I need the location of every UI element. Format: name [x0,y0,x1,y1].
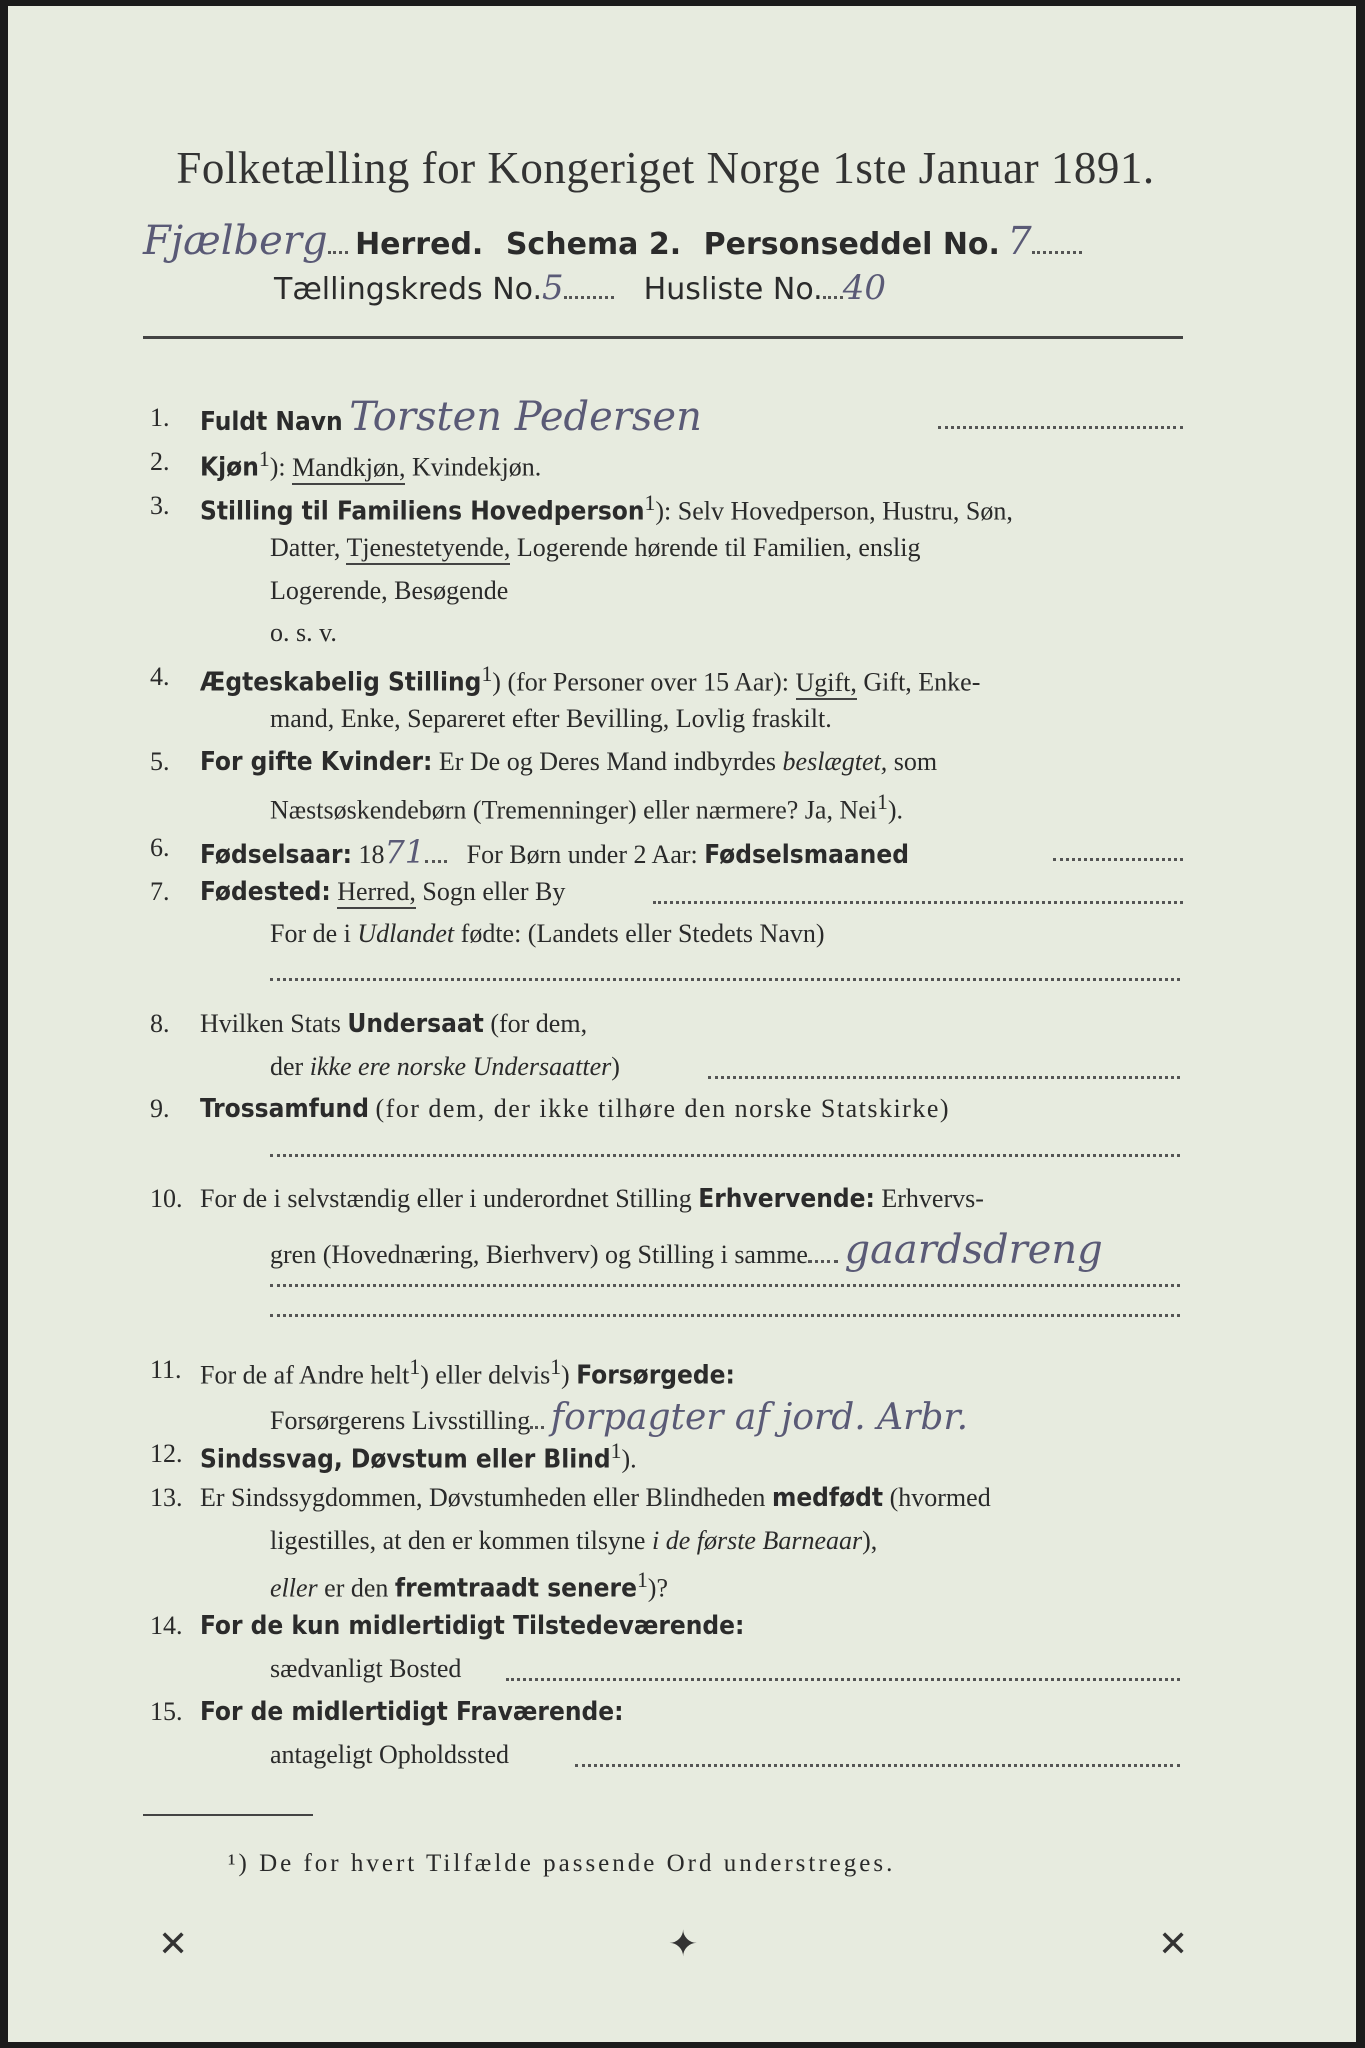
option-text: der [270,1052,304,1081]
personseddel-value: 7 [1007,219,1032,263]
option-text: ikke ere norske Undersaatter [309,1052,612,1081]
option-text: Sogn eller By [422,877,566,906]
item-3: Stilling til Familiens Hovedperson$^1$): Selv Hovedperson, Hustru, Søn, [200,491,1013,527]
item-number: 10. [150,1184,183,1213]
header-line-1 [143,218,1082,264]
option-text: Udlandet [357,919,455,948]
item-13 [200,1483,991,1513]
supporter-occupation-value: forpagter af jord. Arbr. [550,1397,969,1438]
congenital-label: medfødt [771,1483,884,1513]
item-4: Ægteskabelig Stilling$^1$) (for Personer over 15 Aar): Ugift, Gift, Enke- [200,662,981,698]
option-text: i de første Barneaar [651,1526,863,1555]
item-6 [200,833,909,871]
disability-label: Sindssvag, Døvstum eller Blind [200,1444,611,1475]
option-text: fødte: (Landets eller Stedets Navn) [460,919,825,948]
header-line-2 [274,268,886,308]
item-11-line-2 [270,1397,968,1438]
item-number: 2. [150,447,170,476]
option-text: eller [270,1573,318,1603]
position-label: Stilling til Familiens Hovedperson [200,496,645,527]
kreds-value: 5 [542,268,564,308]
item-8 [200,1009,587,1039]
option-text: (for Personer over 15 Aar): [507,667,790,697]
item-2: Kjøn$^1$): Mandkjøn, Kvindekjøn. [200,447,542,483]
registration-mark-icon: ✕ [158,1924,189,1965]
item-number: 3. [150,491,170,520]
option-text: ligestilles, at den er kommen tilsyne [270,1526,646,1555]
personseddel-label: Personseddel No. [703,227,1000,262]
option-text: Hvilken Stats [200,1009,341,1038]
option-text: Er Sindssygdommen, Døvstumheden eller Blindheden [200,1483,766,1512]
item-number: 4. [150,662,170,691]
item-12: Sindssvag, Døvstum eller Blind$^1$). [200,1439,637,1475]
dotted-line [938,426,1183,429]
option-text: Næstsøskendebørn (Tremenninger) eller nærmere? Ja, Nei [270,795,877,825]
option-text: som [893,747,938,776]
gender-female: Kvindekjøn. [411,452,542,482]
herred-label: Herred. [355,227,484,262]
footnote-ref: 1 [481,662,493,686]
position-selected: Tjenestetyende, [346,533,510,565]
header-divider [143,336,1183,339]
birthplace-selected: Herred, [337,877,416,909]
marital-selected: Ugift, [796,668,857,700]
birth-year-label: Fødselsaar: [200,840,352,870]
item-8-line-2: der ikke ere norske Undersaatter) [270,1052,620,1081]
religion-label: Trossamfund [200,1094,369,1124]
husliste-value: 40 [842,268,886,308]
dotted-line [270,1154,1180,1157]
item-5-line-2: Næstsøskendebørn (Tremenninger) eller nærmere? Ja, Nei$^1$). [270,790,903,825]
item-number: 7. [150,877,170,906]
birthplace-label: Fødested: [200,877,331,907]
option-text: For de af Andre helt [200,1360,410,1390]
item-number: 5. [150,747,170,776]
dotted-line [270,978,1180,981]
option-text: (for dem, [490,1009,588,1038]
gender-label: Kjøn [200,452,259,483]
husliste-label: Husliste No. [643,272,823,307]
temporary-absent-label: For de midlertidigt Fraværende: [200,1697,624,1727]
schema-label: Schema 2. [505,227,682,262]
dotted-line [270,1314,1180,1317]
option-text: For Børn under 2 Aar: [466,840,698,869]
footnote-divider [143,1814,313,1816]
occupation-label: Erhvervende: [698,1184,875,1214]
acquired-later-label: fremtraadt senere [394,1573,637,1604]
form-title: Folketælling for Kongeriget Norge 1ste Januar 1891. [176,143,1155,193]
supported-label: Forsørgede: [576,1360,735,1391]
item-15 [200,1697,623,1727]
option-text: er den [324,1573,389,1603]
item-number: 13. [150,1483,183,1512]
item-13-line-3: eller er den fremtraadt senere$^1$)? [270,1568,668,1604]
item-3-line-4: o. s. v. [270,618,337,647]
dotted-line [653,901,1183,904]
birth-year-prefix: 18 [358,840,385,869]
birth-year-value: 71 [384,833,426,871]
dotted-line [575,1764,1180,1767]
option-text: gren (Hovednæring, Bierhverv) og Stilling i samme [270,1240,808,1269]
option-text: Forsørgerens Livsstilling [270,1406,531,1435]
marital-label: Ægteskabelig Stilling [200,667,482,698]
position-options: Selv Hovedperson, Hustru, Søn, [677,496,1013,526]
item-11: For de af Andre helt$^1$) eller delvis$^1$) Forsørgede: [200,1355,735,1391]
option-text: For de i [270,919,351,948]
married-women-label: For gifte Kvinder: [200,747,433,777]
item-14 [200,1611,744,1641]
dotted-line [270,1284,1180,1287]
option-text: Gift, Enke- [863,667,981,697]
gender-male: Mandkjøn, [292,453,405,485]
option-text: Datter, [270,533,341,562]
option-text: eller delvis [435,1360,551,1390]
item-number: 8. [150,1009,170,1038]
item-3-line-2 [270,533,920,563]
dotted-line [1053,858,1183,861]
item-number: 11. [150,1355,182,1384]
item-3-line-3: Logerende, Besøgende [270,576,509,605]
footnote-ref: 1 [258,447,270,471]
census-form [8,6,1356,2042]
item-7-line-2 [270,919,825,949]
dotted-line [708,1076,1180,1079]
herred-value: Fjælberg [143,218,328,264]
temporary-present-label: For de kun midlertidigt Tilstedeværende: [200,1611,745,1641]
item-9 [200,1094,950,1124]
footnote-ref: 1 [877,790,888,814]
kreds-label: Tællingskreds No. [274,272,542,307]
item-5 [200,747,937,777]
item-4-line-2: mand, Enke, Separeret efter Bevilling, Lovlig fraskilt. [270,704,832,733]
full-name-label: Fuldt Navn [200,407,343,437]
item-number: 14. [150,1611,183,1640]
registration-mark-icon: ✕ [1158,1924,1189,1965]
birth-month-label: Fødselsmaaned [704,840,909,870]
item-number: 1. [150,403,170,432]
footnote-ref: 1 [644,491,656,515]
item-15-line-2: antageligt Opholdssted [270,1740,510,1769]
item-7 [200,877,565,907]
item-number: 9. [150,1094,170,1123]
option-text: For de i selvstændig eller i underordnet Stilling [200,1184,692,1213]
option-text: Logerende hørende til Familien, enslig [516,533,921,562]
option-text: beslægtet, [782,747,888,776]
option-text: Erhvervs- [881,1184,984,1213]
item-14-line-2: sædvanligt Bosted [270,1654,462,1683]
full-name-value: Torsten Pedersen [349,394,702,440]
item-number: 12. [150,1439,183,1468]
item-number: 6. [150,833,170,862]
item-10-line-2 [270,1227,1103,1273]
registration-mark-icon: ✦ [668,1924,699,1965]
item-10 [200,1184,984,1214]
item-number: 15. [150,1697,183,1726]
option-text: Er De og Deres Mand indbyrdes [438,747,777,776]
footnote: ¹) De for hvert Tilfælde passende Ord understreges. [228,1850,896,1877]
occupation-value: gaardsdreng [844,1227,1103,1273]
option-text: (for dem, der ikke tilhøre den norske Statskirke) [375,1094,951,1123]
dotted-line [506,1678,1180,1681]
item-1 [200,394,702,440]
option-text: (hvormed [889,1483,991,1512]
item-13-line-2: ligestilles, at den er kommen tilsyne i de første Barneaar), [270,1526,878,1555]
citizenship-label: Undersaat [347,1009,484,1039]
